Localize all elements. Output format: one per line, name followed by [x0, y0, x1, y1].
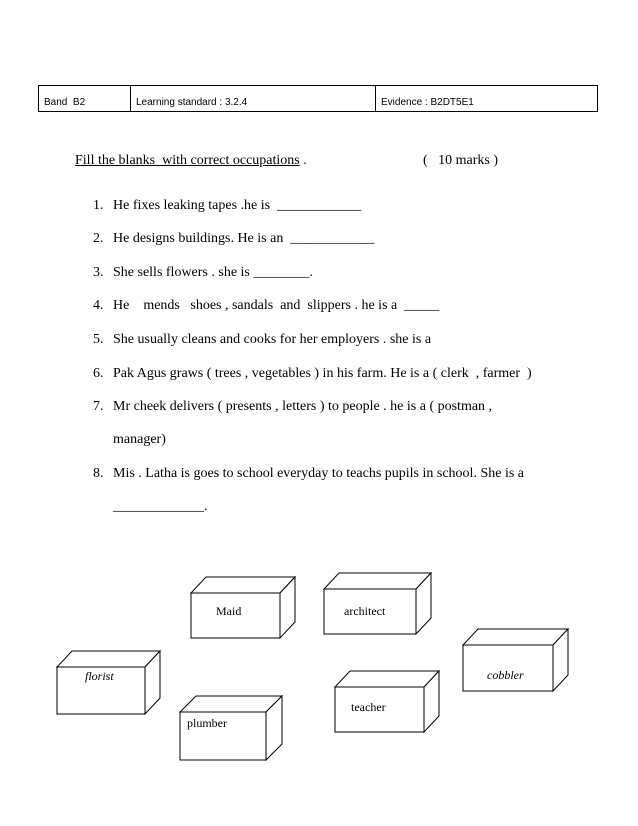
band-cell: Band B2 [39, 86, 131, 111]
question-1: 1. He fixes leaking tapes .he is ____________ [93, 198, 362, 213]
question-7-continued: manager) [113, 432, 166, 447]
box-label-cobbler: cobbler [487, 668, 524, 682]
instruction-text: Fill the blanks with correct occupations [75, 153, 300, 168]
question-7: 7. Mr cheek delivers ( presents , letters ) to people . he is a ( postman , [93, 399, 493, 414]
question-8-answer-line: _____________. [113, 499, 208, 514]
box-label-maid: Maid [216, 604, 242, 618]
marks-label: ( 10 marks ) [423, 153, 499, 168]
box-label-florist: florist [85, 669, 114, 683]
box-label-plumber: plumber [187, 716, 227, 730]
question-2: 2. He designs buildings. He is an ____________ [93, 231, 375, 246]
question-6: 6. Pak Agus graws ( trees , vegetables ) in his farm. He is a ( clerk , farmer ) [93, 366, 532, 381]
maid-box [191, 577, 295, 638]
evidence-cell: Evidence : B2DT5E1 [381, 97, 474, 108]
box-label-teacher: teacher [351, 700, 386, 714]
question-4: 4. He mends shoes , sandals and slippers . he is a _____ [93, 298, 440, 313]
question-3: 3. She sells flowers . she is ________. [93, 265, 313, 280]
box-label-architect: architect [344, 604, 386, 618]
question-5: 5. She usually cleans and cooks for her employers . she is a [93, 332, 432, 347]
question-8: 8. Mis . Latha is goes to school everyday to teachs pupils in school. She is a [93, 466, 524, 481]
instruction-period: . [299, 153, 307, 168]
learning-standard-cell: Learning standard : 3.2.4 [131, 86, 376, 111]
